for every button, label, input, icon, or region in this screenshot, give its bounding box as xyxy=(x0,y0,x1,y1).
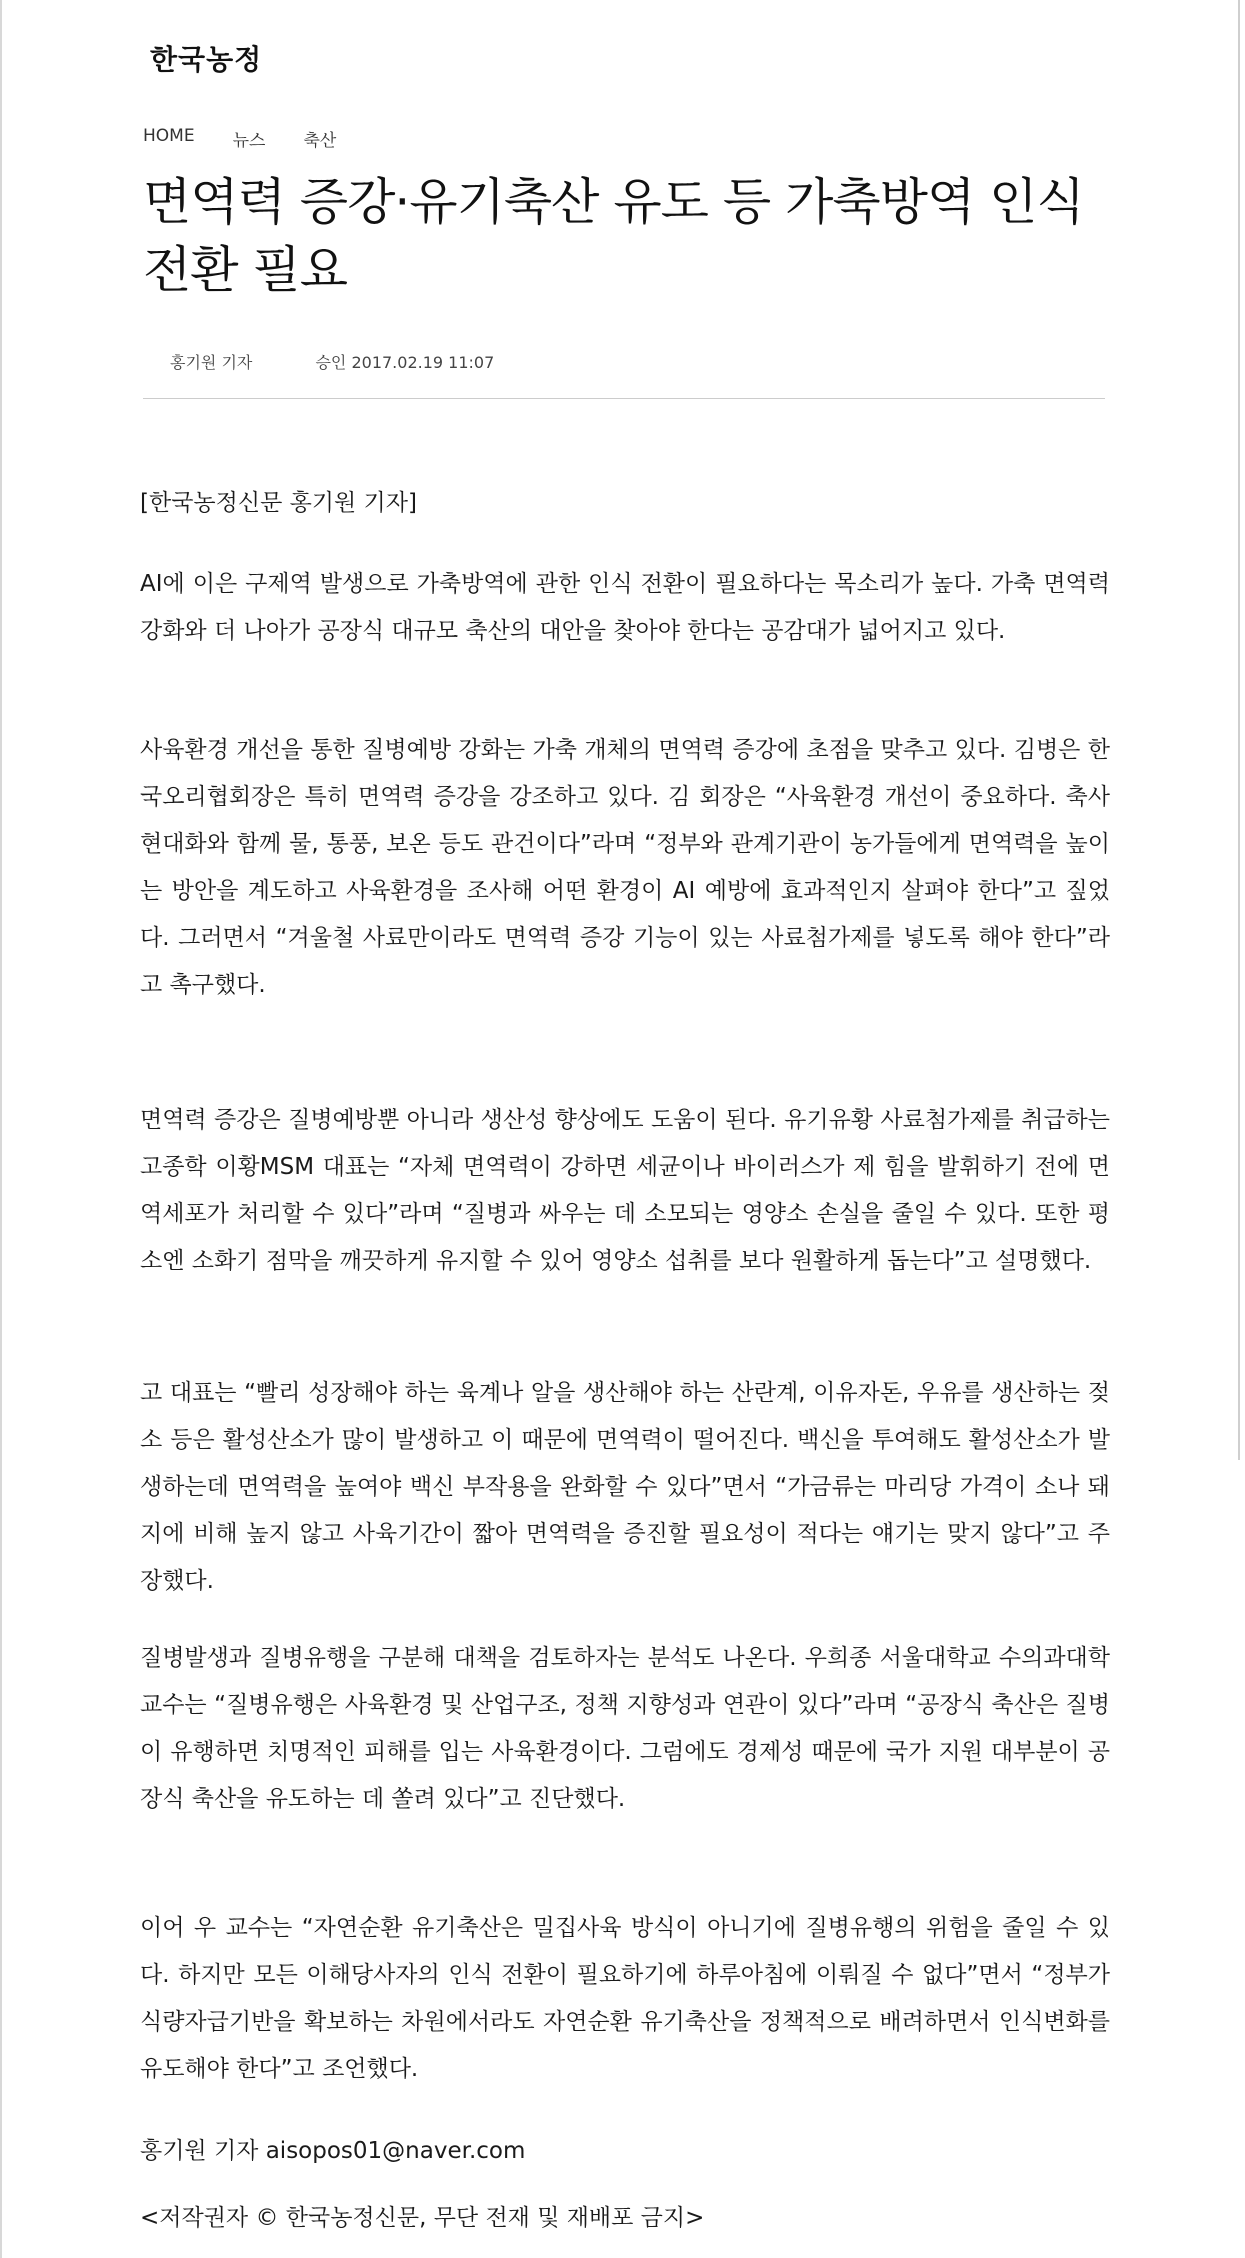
breadcrumb-section[interactable]: 축산 xyxy=(303,131,337,151)
header-divider xyxy=(143,398,1105,399)
article-paragraph-5: 질병발생과 질병유행을 구분해 대책을 검토하자는 분석도 나온다. 우희종 서울대학교 수의과대학 교수는 “질병유행은 사육환경 및 산업구조, 정책 지향성과 연관이 있다”라며 “공장식 축산은 질병이 유행하면 치명적인 피해를 입는 사육환경이다. 그럼에도 경제성 때문에 국가 지원 대부분이 공장식 축산을 유도하는 데 쏠려 있다”고 진단했다. xyxy=(140,1645,1110,1812)
headline-line-1: 면역력 증강·유기축산 유도 등 가축방역 인식 xyxy=(143,173,1084,231)
breadcrumb xyxy=(143,126,336,151)
breadcrumb-home[interactable]: HOME xyxy=(143,126,195,146)
article-byline xyxy=(170,350,494,373)
article-source-line: [한국농정신문 홍기원 기자] xyxy=(140,490,417,516)
article-headline xyxy=(143,168,1123,304)
approved-timestamp: 승인 2017.02.19 11:07 xyxy=(315,353,495,372)
headline-line-2: 전환 필요 xyxy=(143,241,348,299)
breadcrumb-news[interactable]: 뉴스 xyxy=(232,131,266,151)
copyright-notice: <저작권자 © 한국농정신문, 무단 전재 및 재배포 금지> xyxy=(140,2205,705,2231)
article-paragraph-2: 사육환경 개선을 통한 질병예방 강화는 가축 개체의 면역력 증강에 초점을 맞추고 있다. 김병은 한국오리협회장은 특히 면역력 증강을 강조하고 있다. 김 회장은 “사육환경 개선이 중요하다. 축사현대화와 함께 물, 통풍, 보온 등도 관건이다”라며 “정부와 관계기관이 농가들에게 면역력을 높이는 방안을 계도하고 사육환경을 조사해 어떤 환경이 AI 예방에 효과적인지 살펴야 한다”고 짚었다. 그러면서 “겨울철 사료만이라도 면역력 증강 기능이 있는 사료첨가제를 넣도록 해야 한다”라고 촉구했다. xyxy=(140,737,1110,998)
site-logo[interactable]: 한국농정 xyxy=(150,43,263,76)
page-right-edge xyxy=(1238,0,1240,1460)
article-paragraph-6: 이어 우 교수는 “자연순환 유기축산은 밀집사육 방식이 아니기에 질병유행의 위험을 줄일 수 있다. 하지만 모든 이해당사자의 인식 전환이 필요하기에 하루아침에 이뤄질 수 없다”면서 “정부가 식량자급기반을 확보하는 차원에서라도 자연순환 유기축산을 정책적으로 배려하면서 인식변화를 유도해야 한다”고 조언했다. xyxy=(140,1915,1110,2082)
article-paragraph-4: 고 대표는 “빨리 성장해야 하는 육계나 알을 생산해야 하는 산란계, 이유자돈, 우유를 생산하는 젖소 등은 활성산소가 많이 발생하고 이 때문에 면역력이 떨어진다. 백신을 투여해도 활성산소가 발생하는데 면역력을 높여야 백신 부작용을 완화할 수 있다”면서 “가금류는 마리당 가격이 소나 돼지에 비해 높지 않고 사육기간이 짧아 면역력을 증진할 필요성이 적다는 얘기는 맞지 않다”고 주장했다. xyxy=(140,1380,1110,1594)
article-paragraph-3: 면역력 증강은 질병예방뿐 아니라 생산성 향상에도 도움이 된다. 유기유황 사료첨가제를 취급하는 고종학 이황MSM 대표는 “자체 면역력이 강하면 세균이나 바이러스가 제 힘을 발휘하기 전에 면역세포가 처리할 수 있다”라며 “질병과 싸우는 데 소모되는 영양소 손실을 줄일 수 있다. 또한 평소엔 소화기 점막을 깨끗하게 유지할 수 있어 영양소 섭취를 보다 원활하게 돕는다”고 설명했다. xyxy=(140,1107,1110,1274)
reporter-name: 홍기원 기자 xyxy=(170,353,253,372)
page-left-edge xyxy=(0,0,2,2258)
reporter-email-line: 홍기원 기자 aisopos01@naver.com xyxy=(140,2138,526,2164)
article-paragraph-1: AI에 이은 구제역 발생으로 가축방역에 관한 인식 전환이 필요하다는 목소리가 높다. 가축 면역력 강화와 더 나아가 공장식 대규모 축산의 대안을 찾아야 한다는 공감대가 넓어지고 있다. xyxy=(140,571,1110,644)
